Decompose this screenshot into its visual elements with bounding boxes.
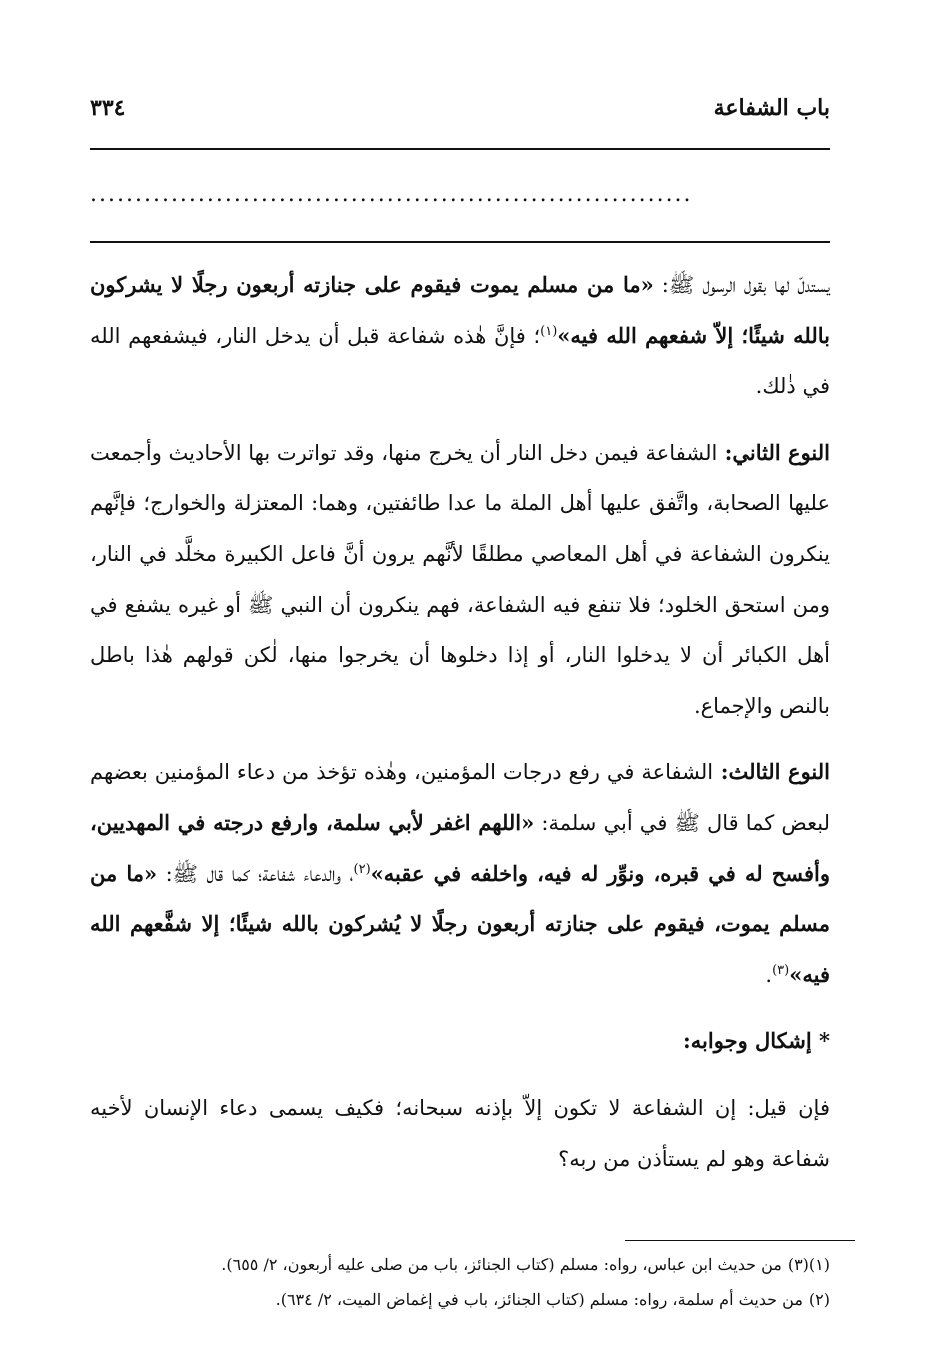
hadith-quote-2: «اللهم اغفر لأبي سلمة، وارفع درجته في المهديين، وأفسح له في قبره، ونوِّر له فيه، واخلفه في عقبه» [90,809,830,886]
footnote-text: من حديث أم سلمة، رواه: مسلم (كتاب الجنائز، باب في إغماض الميت، ٢/ ٦٣٤). [275,1290,803,1309]
footnotes [90,1250,830,1320]
chapter-title: باب الشفاعة [713,95,830,121]
paragraph-3 [90,747,830,1000]
paragraph-1 [90,260,830,412]
paragraph-4: فإن قيل: إن الشفاعة لا تكون إلاّ بإذنه سبحانه؛ فكيف يسمى دعاء الإنسان لأخيه شفاعة وهو لم يستأذن من ربه؟ [90,1095,830,1171]
footnote-text: من حديث ابن عباس، رواه: مسلم (كتاب الجنائز، باب من صلى عليه أربعون، ٢/ ٦٥٥). [221,1255,782,1274]
footnote [90,1285,830,1314]
type-two-label: النوع الثاني: [717,439,830,465]
paragraph-3-text-a: الشفاعة في رفع درجات المؤمنين، وهٰذه تؤخذ من دعاء المؤمنين بعضهم لبعض كما قال ﷺ في أبي سلمة: [90,760,831,835]
paragraph-1-intro: يستدلّ لها بقول الرسول ﷺ: [653,273,830,297]
footnote-number: (٢) [808,1290,830,1309]
type-three-label: النوع الثالث: [713,759,831,785]
footnote [90,1250,830,1279]
paragraph-1-end: ؛ فإنَّ هٰذه شفاعة قبل أن يدخل النار، فيشفعهم الله في ذٰلك. [90,323,830,399]
paragraph-2 [90,428,830,732]
ellipsis-dots: ................................................................... [90,182,693,207]
section-heading: * إشكال وجوابه: [683,1028,830,1054]
hadith-quote-1: «ما من مسلم يموت فيقوم على جنازته أربعون رجلًا لا يشركون بالله شيئًا؛ إلاّ شفعهم الله فيه» [90,272,830,348]
footnote-number: (١)(٣) [787,1255,830,1274]
footnote-ref-1: (١) [540,323,558,339]
footnote-ref-2: (٢) [353,861,371,877]
section-rule [90,241,830,243]
footnote-ref-3: (٣) [772,962,790,978]
header-rule [90,148,830,150]
running-head [90,90,830,126]
paragraph-3-text-b: ، والدعاء شفاعة؛ كما قال ﷺ: [157,861,354,886]
paragraph-2-text: الشفاعة فيمن دخل النار أن يخرج منها، وقد تواترت بها الأحاديث وأجمعت عليها الصحابة، واتَّفق عليها أهل الملة ما عدا طائفتين، وهما: المعتزلة والخوارج؛ فإنَّهم ينكرون الشفاعة في أهل المعاصي مطلقًا لأنَّهم يرون أنَّ فاعل الكبيرة مخلَّد في النار، ومن استحق الخلود؛ فلا تنفع فيه الشفاعة، فهم ينكرون أن النبي ﷺ أو غيره يشفع في أهل الكبائر أن لا يدخلوا النار، أو إذا دخلوها أن يخرجوا منها، لٰكن قولهم هٰذا باطل بالنص والإجماع. [90,440,830,718]
paragraph-3-end: . [765,962,773,987]
main-text [90,260,830,1200]
page-number: ٣٣٤ [90,95,126,121]
hadith-quote-3: «ما من مسلم يموت، فيقوم على جنازته أربعون رجلًا لا يُشركون بالله شيئًا؛ إلا شفَّعهم الله فيه» [90,860,830,987]
footnote-rule [625,1240,855,1241]
